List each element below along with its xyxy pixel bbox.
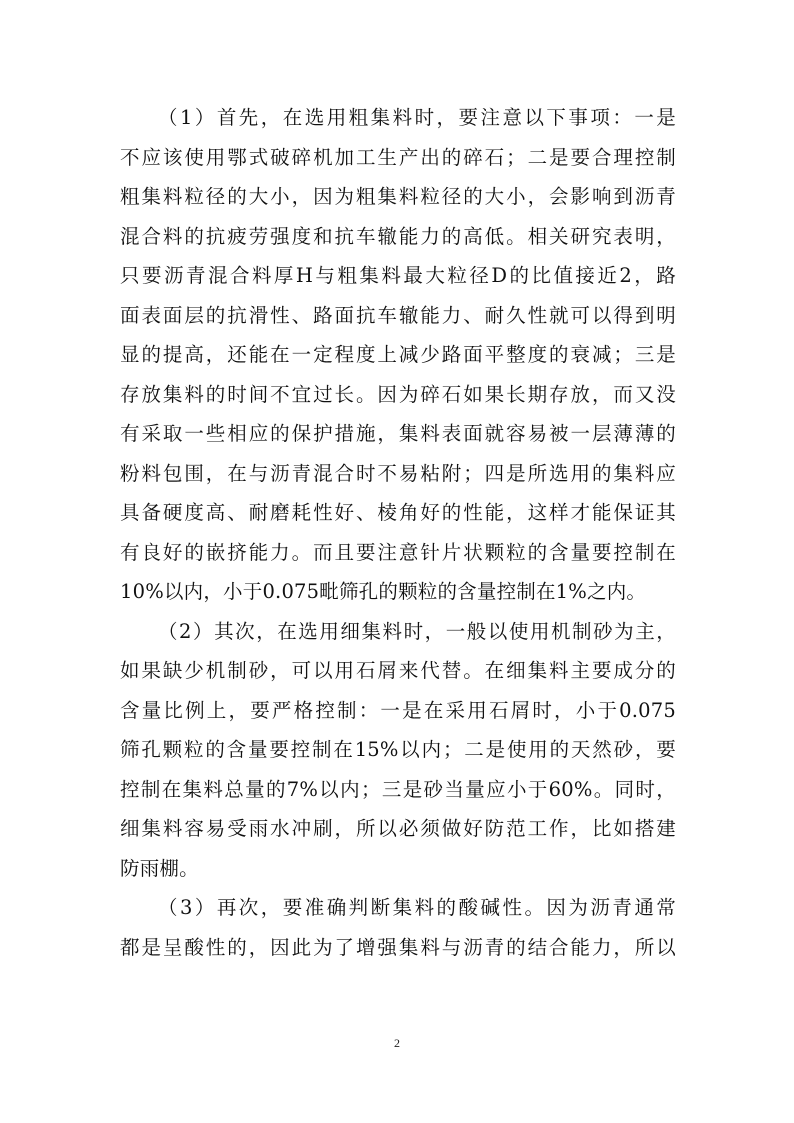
paragraph-1	[120, 98, 676, 612]
text-line: （1）首先，在选用粗集料时，要注意以下事项：一是	[158, 106, 676, 129]
text-line: 只要沥青混合料厚H与粗集料最大粒径D的比值接近2，路	[120, 264, 676, 287]
paragraph-3	[120, 888, 676, 967]
text-line: 面表面层的抗滑性、路面抗车辙能力、耐久性就可以得到明	[120, 303, 676, 327]
text-line: 不应该使用鄂式破碎机加工生产出的碎石；二是要合理控制	[120, 145, 676, 169]
text-line: 控制在集料总量的7%以内；三是砂当量应小于60%。同时，	[120, 777, 676, 801]
text-line: 存放集料的时间不宜过长。因为碎石如果长期存放，而又没	[120, 382, 676, 406]
text-line: 都是呈酸性的，因此为了增强集料与沥青的结合能力，所以	[120, 935, 676, 959]
text-line: （3）再次，要准确判断集料的酸碱性。因为沥青通常	[158, 896, 676, 919]
text-line: 粉料包围，在与沥青混合时不易粘附；四是所选用的集料应	[120, 461, 676, 485]
text-line: 含量比例上，要严格控制：一是在采用石屑时，小于0.075	[120, 698, 676, 722]
text-line: 混合料的抗疲劳强度和抗车辙能力的高低。相关研究表明，	[120, 224, 676, 248]
text-line: （2）其次，在选用细集料时，一般以使用机制砂为主，	[158, 619, 676, 643]
text-line: 防雨棚。	[120, 856, 199, 880]
text-line: 筛孔颗粒的含量要控制在15%以内；二是使用的天然砂，要	[120, 738, 676, 761]
text-line: 有采取一些相应的保护措施，集料表面就容易被一层薄薄的	[120, 422, 676, 445]
page-number: 2	[394, 1036, 400, 1050]
text-line: 如果缺少机制砂，可以用石屑来代替。在细集料主要成分的	[120, 659, 676, 682]
body-text	[120, 98, 676, 967]
text-line: 具备硬度高、耐磨耗性好、棱角好的性能，这样才能保证其	[120, 501, 676, 524]
text-line: 10%以内，小于0.075毗筛孔的颗粒的含量控制在1%之内。	[120, 580, 647, 603]
text-line: 有良好的嵌挤能力。而且要注意针片状颗粒的含量要控制在	[120, 540, 676, 564]
text-line: 显的提高，还能在一定程度上减少路面平整度的衰减；三是	[120, 343, 676, 366]
paragraph-2	[120, 612, 676, 889]
text-line: 粗集料粒径的大小，因为粗集料粒径的大小，会影响到沥青	[120, 185, 676, 208]
text-line: 细集料容易受雨水冲刷，所以必须做好防范工作，比如搭建	[120, 817, 676, 840]
